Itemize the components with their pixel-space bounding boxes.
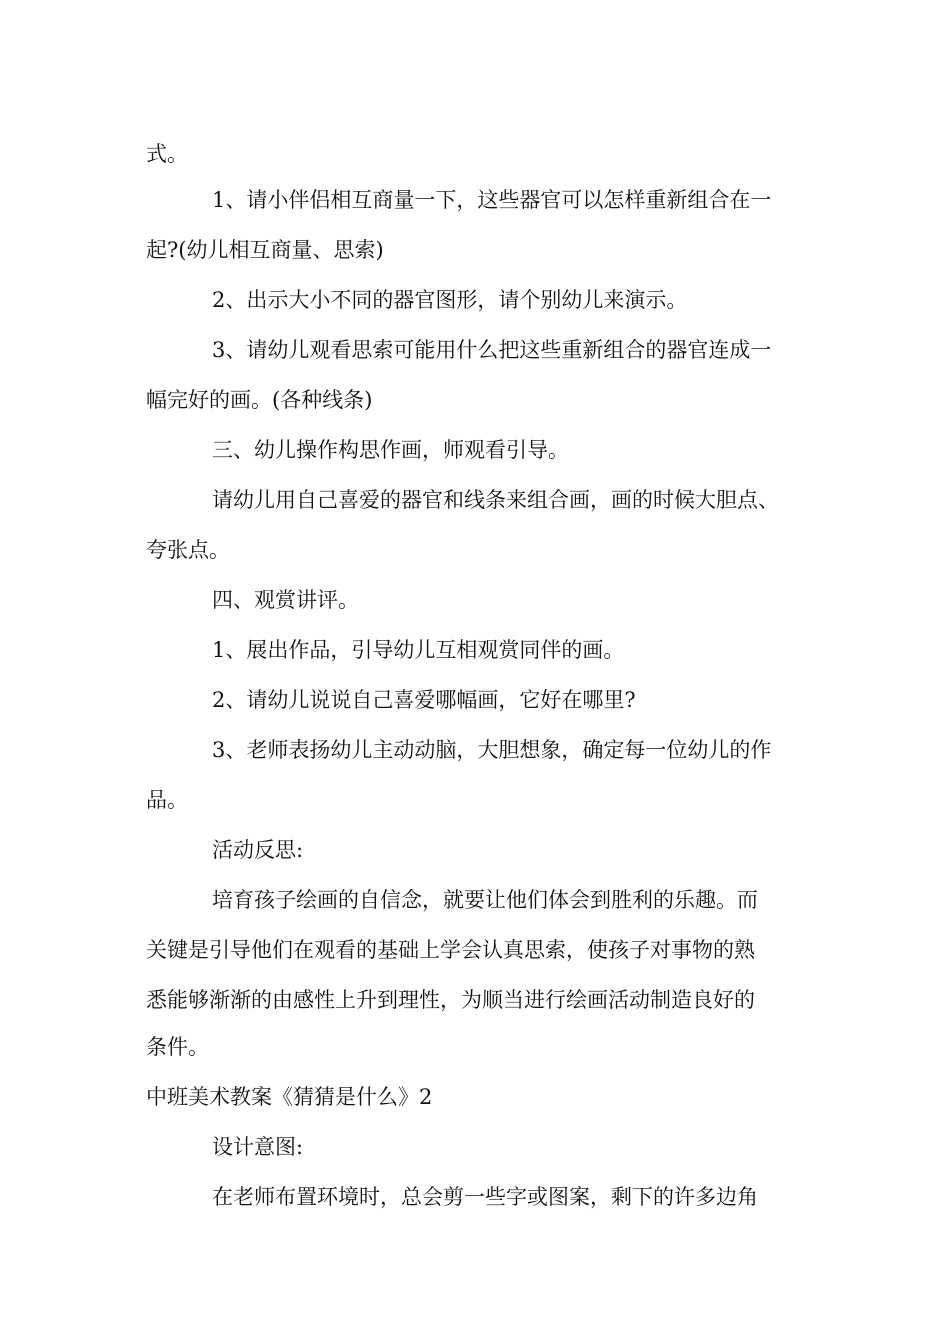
text-line: 条件。 [146, 1035, 209, 1059]
section-heading: 活动反思: [212, 838, 304, 862]
text-line: 式。 [146, 142, 188, 166]
text-line: 3、老师表扬幼儿主动动脑，大胆想象，确定每一位幼儿的作 [212, 738, 772, 762]
text-line: 关键是引导他们在观看的基础上学会认真思索，使孩子对事物的熟 [146, 938, 755, 962]
text-line: 2、请幼儿说说自己喜爱哪幅画，它好在哪里? [212, 688, 636, 712]
text-line: 幅完好的画。(各种线条) [146, 388, 373, 412]
text-line: 3、请幼儿观看思索可能用什么把这些重新组合的器官连成一 [212, 338, 772, 362]
text-line: 品。 [146, 788, 188, 812]
text-line: 1、展出作品，引导幼儿互相观赏同伴的画。 [212, 638, 625, 662]
text-line: 1、请小伴侣相互商量一下，这些器官可以怎样重新组合在一 [212, 188, 772, 212]
document-title: 中班美术教案《猜猜是什么》2 [146, 1085, 433, 1109]
text-line: 起?(幼儿相互商量、思索) [146, 238, 384, 262]
text-line: 在老师布置环境时，总会剪一些字或图案，剩下的许多边角 [212, 1185, 758, 1209]
text-line: 夸张点。 [146, 538, 230, 562]
text-line: 2、出示大小不同的器官图形，请个别幼儿来演示。 [212, 288, 688, 312]
section-heading: 三、幼儿操作构思作画，师观看引导。 [212, 438, 569, 462]
text-line: 请幼儿用自己喜爱的器官和线条来组合画，画的时候大胆点、 [212, 488, 779, 512]
section-heading: 设计意图: [212, 1135, 304, 1159]
section-heading: 四、观赏讲评。 [212, 588, 359, 612]
text-line: 悉能够渐渐的由感性上升到理性，为顺当进行绘画活动制造良好的 [146, 988, 755, 1012]
text-line: 培育孩子绘画的自信念，就要让他们体会到胜利的乐趣。而 [212, 888, 758, 912]
